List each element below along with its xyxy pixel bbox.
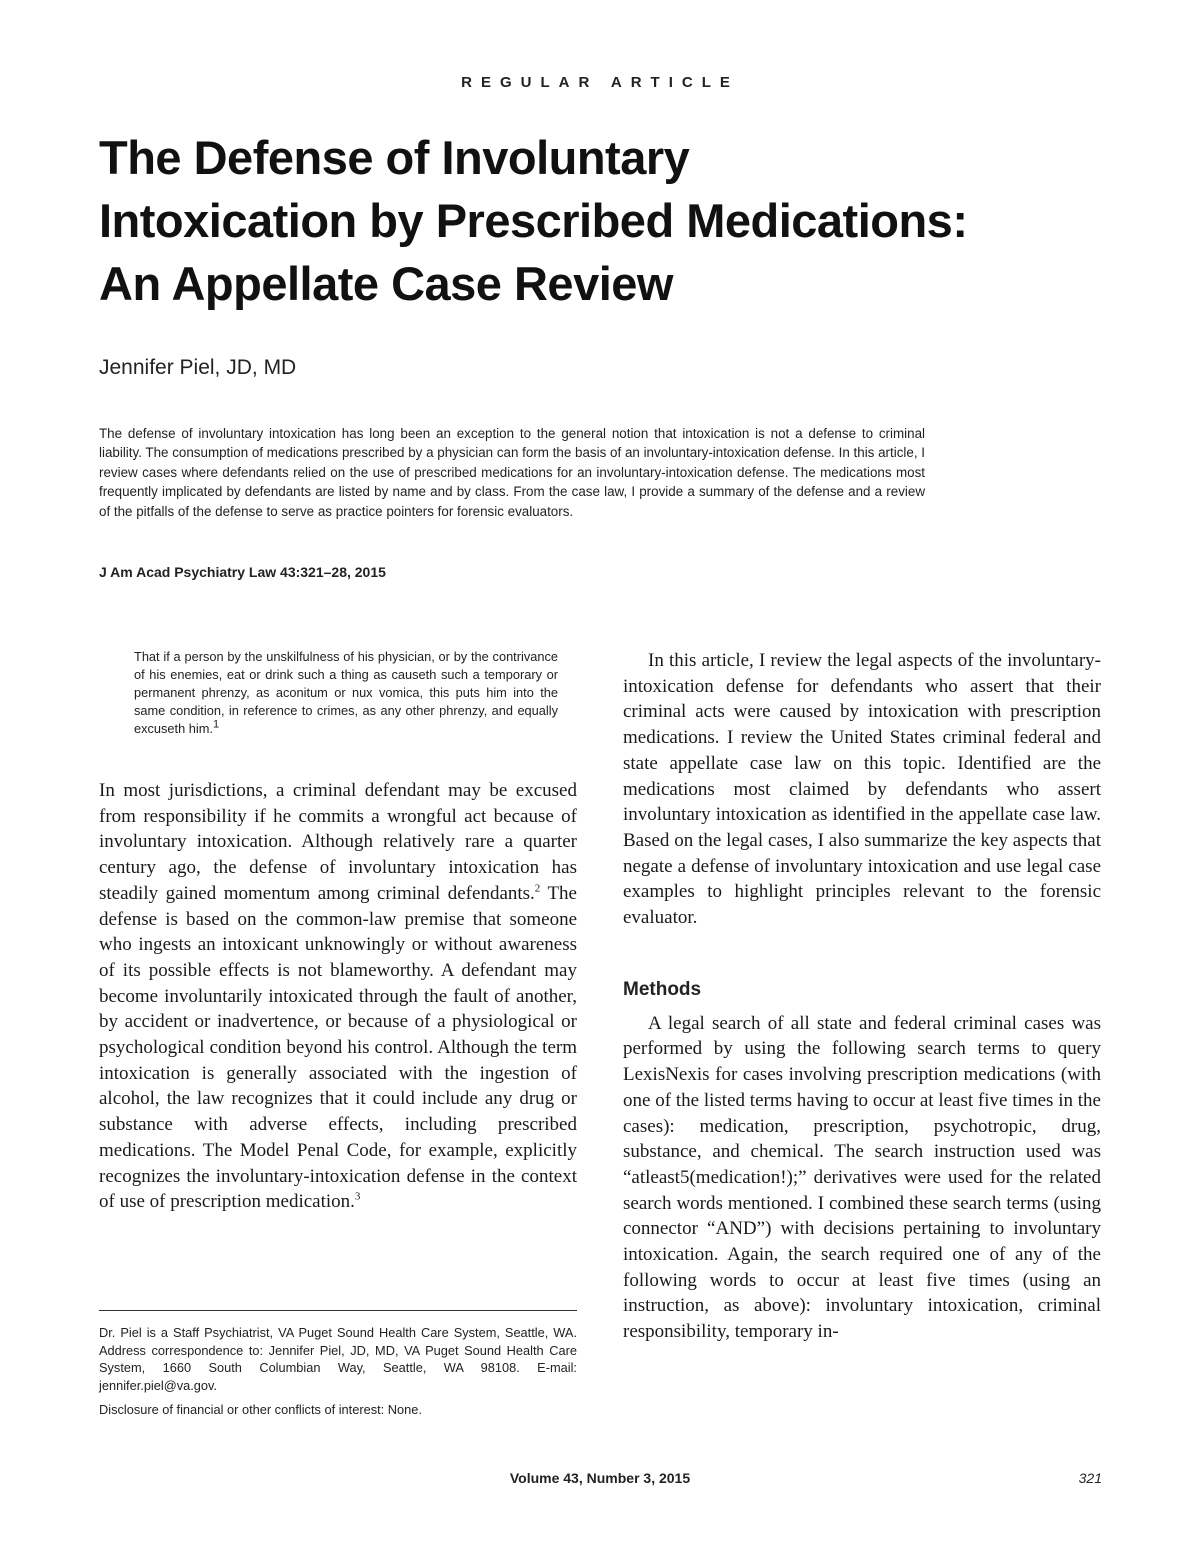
reference-2[interactable]: 2 — [534, 882, 541, 895]
reference-3[interactable]: 3 — [354, 1190, 361, 1203]
journal-citation: J Am Acad Psychiatry Law 43:321–28, 2015 — [99, 564, 386, 580]
left-column-body — [99, 778, 577, 1215]
epigraph-ref[interactable]: 1 — [212, 718, 220, 731]
author-affiliation-note: Dr. Piel is a Staff Psychiatrist, VA Puget Sound Health Care System, Seattle, WA. Address correspondence to: Jennifer Piel, JD, MD, VA Puget Sound Health Care System, 1660 South Columbian Way, Seattle, WA 98108. E-mail: jennifer.piel@va.gov. — [99, 1325, 577, 1393]
author-name: Jennifer Piel, JD, MD — [99, 356, 297, 379]
epigraph-quote — [134, 648, 558, 738]
article-overview-paragraph: In this article, I review the legal aspects of the involuntary-intoxication defense for defendants who assert that their criminal acts were caused by intoxication with prescription medications. I review the United States criminal federal and state appellate case law on this topic. Identified are the medications most claimed by defendants who assert involuntary intoxication as identified in the appellate case law. Based on the legal cases, I also summarize the key aspects that negate a defense of involuntary intoxication and use legal case examples to highlight principles relevant to the forensic evaluator. — [623, 650, 1101, 929]
right-column — [623, 648, 1101, 1345]
methods-heading: Methods — [623, 978, 702, 1000]
disclosure-note: Disclosure of financial or other conflicts of interest: None. — [99, 1402, 422, 1418]
abstract: The defense of involuntary intoxication has long been an exception to the general notion that intoxication is not a defense to criminal liability. The consumption of medications prescribed by a physician can form the basis of an involuntary-intoxication defense. In this article, I review cases where defendants relied on the use of prescribed medications for an involuntary-intoxication defense. The medications most frequently implicated by defendants are listed by name and by class. From the case law, I provide a summary of the defense and a review of the pitfalls of the defense to serve as practice pointers for forensic evaluators. — [99, 426, 925, 519]
volume-issue-footer: Volume 43, Number 3, 2015 — [509, 1470, 691, 1486]
intro-text-part2: The defense is based on the common-law premise that someone who ingests an intoxicant unknowingly or without awareness of its possible effects is not blameworthy. A defendant may become involuntarily intoxicated through the fault of another, by accident or inadvertence, or because of a physiological or psychological condition beyond his control. Although the term intoxication is generally associated with the ingestion of alcohol, the law recognizes that it could include any drug or substance with adverse effects, including prescribed medications. The Model Penal Code, for example, explicitly recognizes the involuntary-intoxication defense in the context of use of prescription medication. — [99, 882, 577, 1213]
page-number: 321 — [1078, 1470, 1102, 1486]
intro-paragraph — [99, 778, 577, 1215]
title-line-2: Intoxication by Prescribed Medications: — [99, 194, 968, 247]
epigraph-text: That if a person by the unskilfulness of his physician, or by the contrivance of his enemies, eat or drink such a thing as causeth such a temporary or permanent phrenzy, as aconitum or nux vomica, this puts him into the same condition, in reference to crimes, as any other phrenzy, and equally excuseth him. — [134, 649, 558, 736]
article-title — [99, 126, 1139, 315]
title-line-1: The Defense of Involuntary — [99, 131, 690, 184]
title-line-3: An Appellate Case Review — [99, 257, 673, 310]
article-type-label: REGULAR ARTICLE — [461, 74, 739, 91]
methods-paragraph: A legal search of all state and federal criminal cases was performed by using the following search terms to query LexisNexis for cases involving prescription medications (with one of the listed terms having to occur at least five times in the cases): medication, prescription, psychotropic, drug, substance, and chemical. The search instruction used was “atleast5(medication!);” derivatives were used for the related search words mentioned. I combined these search terms (using connector “AND”) with decisions pertaining to involuntary intoxication. Again, the search required one of any of the following words to occur at least five times (using an instruction, as above): involuntary intoxication, criminal responsibility, temporary in- — [623, 1012, 1101, 1343]
footnotes — [99, 1324, 577, 1426]
footnote-divider — [99, 1310, 577, 1311]
intro-text-part1: In most jurisdictions, a criminal defendant may be excused from responsibility if he commits a wrongful act because of involuntary intoxication. Although relatively rare a quarter century ago, the defense of involuntary intoxication has steadily gained momentum among criminal defendants. — [99, 780, 577, 904]
